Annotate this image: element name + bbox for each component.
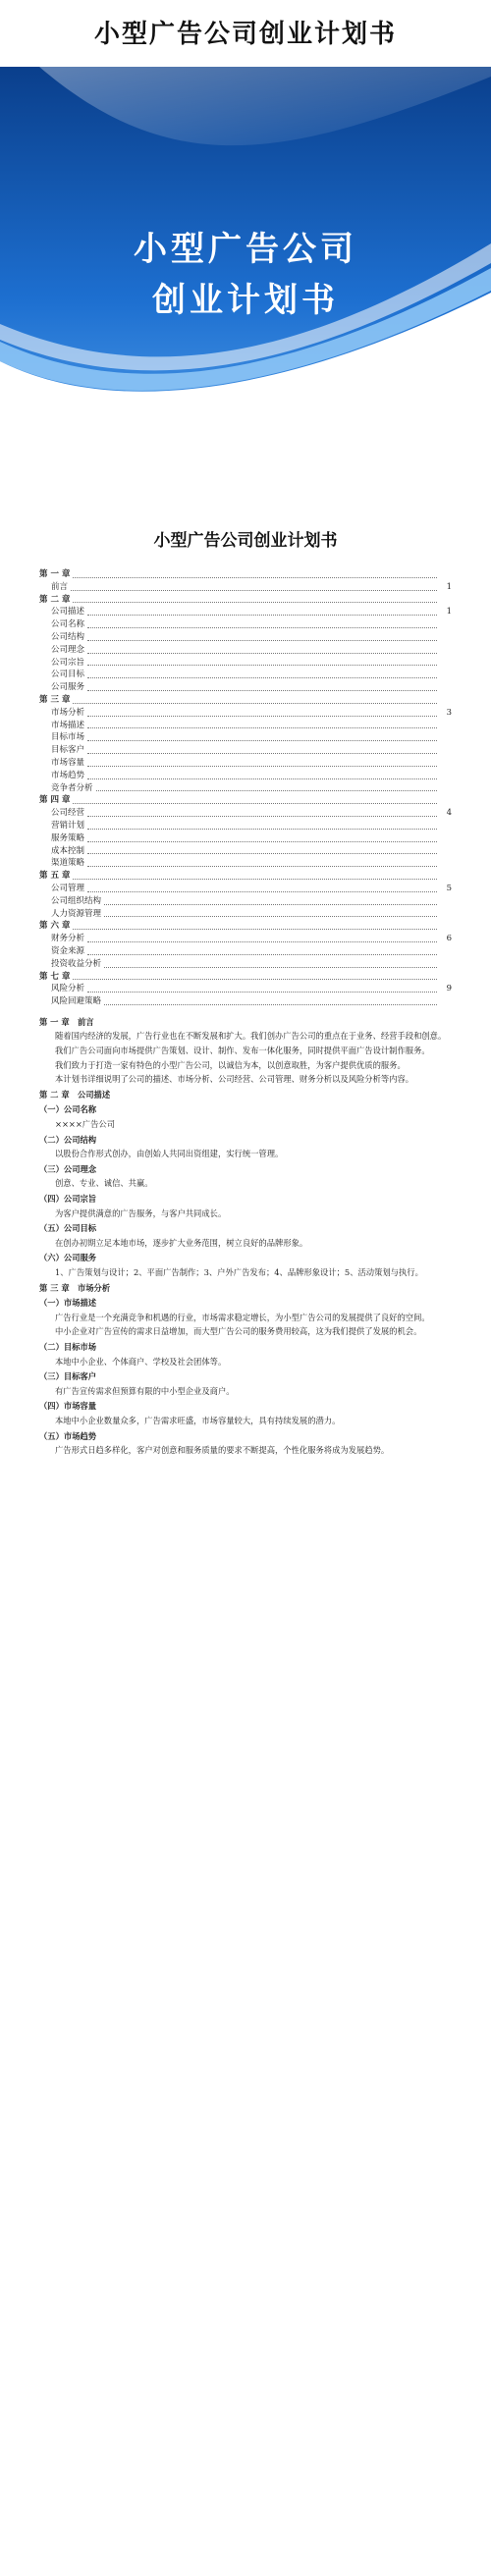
toc-entry — [39, 720, 452, 732]
section-heading: 第 二 章 公司描述 — [39, 1089, 111, 1100]
toc-entry — [39, 857, 452, 870]
toc-entry — [39, 983, 452, 995]
toc-page-number: 6 — [446, 934, 452, 944]
section-heading: （二）公司结构 — [39, 1134, 97, 1145]
toc-entry — [39, 744, 452, 757]
toc-entry — [39, 845, 452, 858]
toc-label: 市场趋势 — [51, 770, 85, 780]
toc-label: 第 四 章 — [39, 795, 71, 806]
section-heading: （四）市场容量 — [39, 1401, 97, 1412]
toc-entry — [39, 657, 452, 670]
paragraph: 1、广告策划与设计；2、平面广告制作；3、户外广告发布；4、品牌形象设计；5、活动策划与执行。 — [55, 1266, 423, 1277]
toc-entry — [39, 581, 452, 594]
toc-page-number: 1 — [446, 581, 452, 592]
toc-leader — [96, 790, 437, 791]
toc-leader — [73, 929, 437, 930]
section-heading: （四）公司宗旨 — [39, 1194, 97, 1205]
toc-leader — [87, 615, 437, 616]
cover-banner — [0, 67, 491, 489]
toc-entry — [39, 995, 452, 1008]
toc-leader — [87, 891, 437, 892]
toc-label: 第 七 章 — [39, 971, 71, 982]
toc-leader — [87, 992, 437, 993]
toc-leader — [87, 753, 437, 754]
toc-chapter — [39, 568, 452, 581]
toc-label: 目标市场 — [51, 732, 85, 743]
toc-page-number: 9 — [446, 984, 452, 994]
toc-label: 市场描述 — [51, 720, 85, 730]
toc-label: 市场分析 — [51, 707, 85, 718]
toc-label: 第 二 章 — [39, 594, 71, 605]
toc-leader — [87, 766, 437, 767]
toc-page-number: 4 — [446, 808, 452, 819]
toc-label: 风险回避策略 — [51, 996, 102, 1007]
section-heading: （二）目标市场 — [39, 1341, 97, 1352]
toc-label: 公司服务 — [51, 682, 85, 693]
toc-label: 目标客户 — [51, 745, 85, 756]
toc-chapter — [39, 920, 452, 933]
toc-leader — [87, 866, 437, 867]
document-title: 小型广告公司创业计划书 — [153, 531, 338, 551]
toc-entry — [39, 895, 452, 908]
toc-label: 市场容量 — [51, 757, 85, 768]
paragraph: 我们致力于打造一家有特色的小型广告公司，以诚信为本，以创意取胜，为客户提供优质的服务。 — [55, 1059, 406, 1070]
toc-leader — [87, 716, 437, 717]
toc-entry — [39, 618, 452, 631]
toc-entry — [39, 707, 452, 720]
section-heading: （一）公司名称 — [39, 1104, 97, 1115]
toc-leader — [87, 665, 437, 666]
toc-leader — [87, 853, 437, 854]
toc-label: 资金来源 — [51, 945, 85, 956]
paragraph: 本地中小企业、个体商户、学校及社会团体等。 — [55, 1356, 227, 1367]
toc-entry — [39, 958, 452, 971]
toc-label: 前言 — [51, 581, 69, 592]
toc-label: 风险分析 — [51, 984, 85, 994]
toc-label: 第 六 章 — [39, 921, 71, 932]
toc-label: 渠道策略 — [51, 858, 85, 869]
toc-label: 公司宗旨 — [51, 657, 85, 668]
toc-entry — [39, 770, 452, 782]
toc-leader — [87, 829, 437, 830]
header-title: 小型广告公司创业计划书 — [93, 20, 397, 49]
toc-leader — [87, 653, 437, 654]
toc-label: 投资收益分析 — [51, 958, 102, 969]
section-heading: （五）公司目标 — [39, 1223, 97, 1234]
toc-leader — [73, 577, 437, 578]
toc-label: 人力资源管理 — [51, 908, 102, 919]
section-heading: （一）市场描述 — [39, 1298, 97, 1309]
toc-entry — [39, 945, 452, 958]
toc-entry — [39, 644, 452, 657]
toc-label: 第 五 章 — [39, 871, 71, 882]
toc-leader — [87, 677, 437, 678]
toc-entry — [39, 669, 452, 681]
toc-label: 公司经营 — [51, 808, 85, 819]
paragraph: 随着国内经济的发展，广告行业也在不断发展和扩大。我们创办广告公司的重点在于业务、经营手段和创意。 — [55, 1031, 447, 1042]
paragraph: 以股份合作形式创办，由创始人共同出资组建，实行统一管理。 — [55, 1149, 284, 1159]
toc-leader — [87, 778, 437, 779]
toc-leader — [71, 590, 437, 591]
toc-leader — [104, 1004, 437, 1005]
toc-chapter — [39, 870, 452, 883]
paragraph: 中小企业对广告宣传的需求日益增加，而大型广告公司的服务费用较高，这为我们提供了发展的机会。 — [55, 1326, 422, 1337]
paragraph: 本地中小企业数量众多，广告需求旺盛，市场容量较大，具有持续发展的潜力。 — [55, 1415, 341, 1425]
toc-leader — [87, 640, 437, 641]
toc-label: 公司名称 — [51, 619, 85, 630]
toc-label: 第 三 章 — [39, 694, 71, 705]
toc-chapter — [39, 694, 452, 707]
toc-label: 财务分析 — [51, 934, 85, 944]
toc-entry — [39, 731, 452, 744]
toc-leader — [87, 627, 437, 628]
header-bar — [0, 0, 491, 67]
toc-entry — [39, 832, 452, 845]
document — [39, 510, 452, 2562]
toc-entry — [39, 681, 452, 694]
toc-page-number: 1 — [446, 607, 452, 617]
toc-leader — [73, 979, 437, 980]
toc-entry — [39, 820, 452, 832]
paragraph: ××××广告公司 — [55, 1119, 115, 1130]
paragraph: 在创办初期立足本地市场，逐步扩大业务范围，树立良好的品牌形象。 — [55, 1237, 308, 1248]
paragraph: 广告行业是一个充满竞争和机遇的行业，市场需求稳定增长，为小型广告公司的发展提供了良好的空间。 — [55, 1312, 430, 1322]
paragraph: 本计划书详细说明了公司的描述、市场分析、公司经营、公司管理、财务分析以及风险分析等内容。 — [55, 1074, 414, 1085]
cover-title-line2: 创业计划书 — [152, 281, 339, 320]
table-of-contents — [39, 568, 452, 1008]
toc-label: 公司组织结构 — [51, 895, 102, 906]
toc-entry — [39, 933, 452, 945]
toc-leader — [87, 727, 437, 728]
toc-chapter — [39, 594, 452, 607]
toc-leader — [87, 740, 437, 741]
toc-leader — [87, 690, 437, 691]
toc-label: 竞争者分析 — [51, 782, 93, 793]
toc-entry — [39, 757, 452, 770]
toc-entry — [39, 883, 452, 895]
toc-entry — [39, 606, 452, 618]
paragraph: 有广告宣传需求但预算有限的中小型企业及商户。 — [55, 1385, 235, 1396]
paragraph: 我们广告公司面向市场提供广告策划、设计、制作、发布一体化服务，同时提供平面广告设计制作服务。 — [55, 1046, 430, 1056]
toc-leader — [73, 602, 437, 603]
toc-leader — [73, 803, 437, 804]
toc-label: 营销计划 — [51, 820, 85, 831]
toc-label: 服务策略 — [51, 832, 85, 843]
toc-page-number: 3 — [446, 707, 452, 718]
toc-leader — [87, 954, 437, 955]
toc-leader — [73, 879, 437, 880]
toc-entry — [39, 908, 452, 921]
toc-entry — [39, 631, 452, 644]
toc-label: 公司结构 — [51, 631, 85, 642]
toc-leader — [104, 967, 437, 968]
toc-leader — [104, 916, 437, 917]
toc-leader — [104, 904, 437, 905]
section-heading: （三）目标客户 — [39, 1371, 97, 1382]
toc-label: 公司管理 — [51, 883, 85, 893]
toc-entry — [39, 807, 452, 820]
toc-page-number: 5 — [446, 883, 452, 893]
toc-leader — [87, 816, 437, 817]
section-heading: （三）公司理念 — [39, 1163, 97, 1174]
toc-label: 公司目标 — [51, 670, 85, 680]
toc-leader — [87, 841, 437, 842]
toc-label: 成本控制 — [51, 845, 85, 856]
toc-chapter — [39, 794, 452, 807]
toc-label: 公司理念 — [51, 644, 85, 655]
paragraph: 创意、专业、诚信、共赢。 — [55, 1178, 153, 1189]
toc-label: 第 一 章 — [39, 569, 71, 579]
toc-leader — [73, 703, 437, 704]
section-heading: （五）市场趋势 — [39, 1430, 97, 1441]
section-heading: 第 三 章 市场分析 — [39, 1282, 111, 1293]
toc-leader — [87, 941, 437, 942]
toc-entry — [39, 782, 452, 795]
section-heading: （六）公司服务 — [39, 1253, 97, 1263]
section-heading: 第 一 章 前言 — [39, 1016, 94, 1027]
paragraph: 广告形式日趋多样化，客户对创意和服务质量的要求不断提高，个性化服务将成为发展趋势。 — [55, 1445, 390, 1456]
toc-chapter — [39, 971, 452, 984]
paragraph: 为客户提供满意的广告服务，与客户共同成长。 — [55, 1208, 227, 1218]
cover-title-line1: 小型广告公司 — [134, 230, 357, 269]
document-body — [39, 1016, 452, 1457]
toc-label: 公司描述 — [51, 607, 85, 617]
